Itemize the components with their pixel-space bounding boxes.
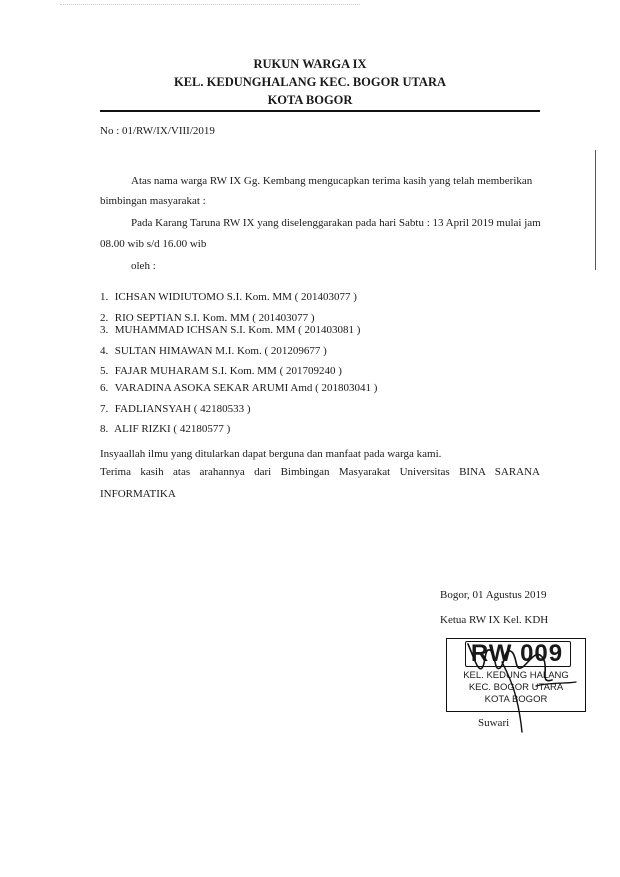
signatory-position: Ketua RW IX Kel. KDH (440, 614, 549, 626)
paragraph-1-line-2: bimbingan masyarakat : (100, 195, 206, 207)
list-item (100, 344, 327, 358)
letterhead-district: KEL. KEDUNGHALANG KEC. BOGOR UTARA (173, 75, 446, 89)
list-number: 2. (100, 312, 109, 324)
list-number: 5. (100, 365, 109, 377)
list-item (100, 364, 342, 378)
stamp-kelurahan: KEL. KEDUNG HALANG (463, 670, 569, 681)
signatory-name: Suwari (478, 717, 510, 729)
stamp-kota: KOTA BOGOR (484, 694, 548, 705)
stamp-rw-number: RW 009 (470, 640, 564, 667)
handwritten-signature (440, 628, 590, 748)
participant-name: VARADINA ASOKA SEKAR ARUMI Amd ( 201803041 ) (114, 382, 378, 394)
list-number: 6. (100, 382, 109, 394)
participant-name: SULTAN HIMAWAN M.I. Kom. ( 201209677 ) (114, 345, 327, 357)
participant-name: ALIF RIZKI ( 42180577 ) (114, 423, 231, 435)
letterhead-city: KOTA BOGOR (267, 93, 353, 107)
list-item (100, 381, 377, 395)
list-number: 4. (100, 345, 109, 357)
scan-artifact-top (60, 4, 360, 6)
closing-sentence: Insyaallah ilmu yang ditularkan dapat berguna dan manfaat pada warga kami. (100, 448, 442, 460)
stamp-kecamatan: KEC. BOGOR UTARA (468, 682, 564, 693)
letterhead (0, 55, 620, 109)
closing-thanks-line-1: Terima kasih atas arahannya dari Bimbingan Masyarakat Universitas BINA SARANA (100, 466, 540, 478)
participant-name: FADLIANSYAH ( 42180533 ) (114, 403, 251, 415)
list-item (100, 422, 230, 436)
paragraph-1-line-1: Atas nama warga RW IX Gg. Kembang mengucapkan terima kasih yang telah memberikan (131, 175, 533, 187)
letter-number: No : 01/RW/IX/VIII/2019 (100, 125, 215, 137)
header-divider (100, 110, 540, 112)
participant-name: ICHSAN WIDIUTOMO S.I. Kom. MM ( 201403077 ) (114, 291, 357, 303)
list-item (100, 290, 357, 304)
list-number: 1. (100, 291, 109, 303)
list-number: 7. (100, 403, 109, 415)
oleh-label: oleh : (131, 260, 156, 272)
participant-name: MUHAMMAD ICHSAN S.I. Kom. MM ( 201403081 ) (114, 324, 361, 336)
participant-name: FAJAR MUHARAM S.I. Kom. MM ( 201709240 ) (114, 365, 342, 377)
list-number: 8. (100, 423, 109, 435)
place-date: Bogor, 01 Agustus 2019 (440, 589, 547, 601)
scan-artifact-right (595, 150, 596, 270)
letterhead-org: RUKUN WARGA IX (253, 57, 367, 71)
paragraph-2-line-1: Pada Karang Taruna RW IX yang diselenggarakan pada hari Sabtu : 13 April 2019 mulai jam (131, 217, 541, 229)
list-item (100, 323, 360, 337)
paragraph-2-line-2: 08.00 wib s/d 16.00 wib (100, 238, 207, 250)
list-item (100, 402, 251, 416)
list-number: 3. (100, 324, 109, 336)
participant-name: RIO SEPTIAN S.I. Kom. MM ( 201403077 ) (114, 312, 315, 324)
closing-thanks-line-2: INFORMATIKA (100, 488, 176, 500)
